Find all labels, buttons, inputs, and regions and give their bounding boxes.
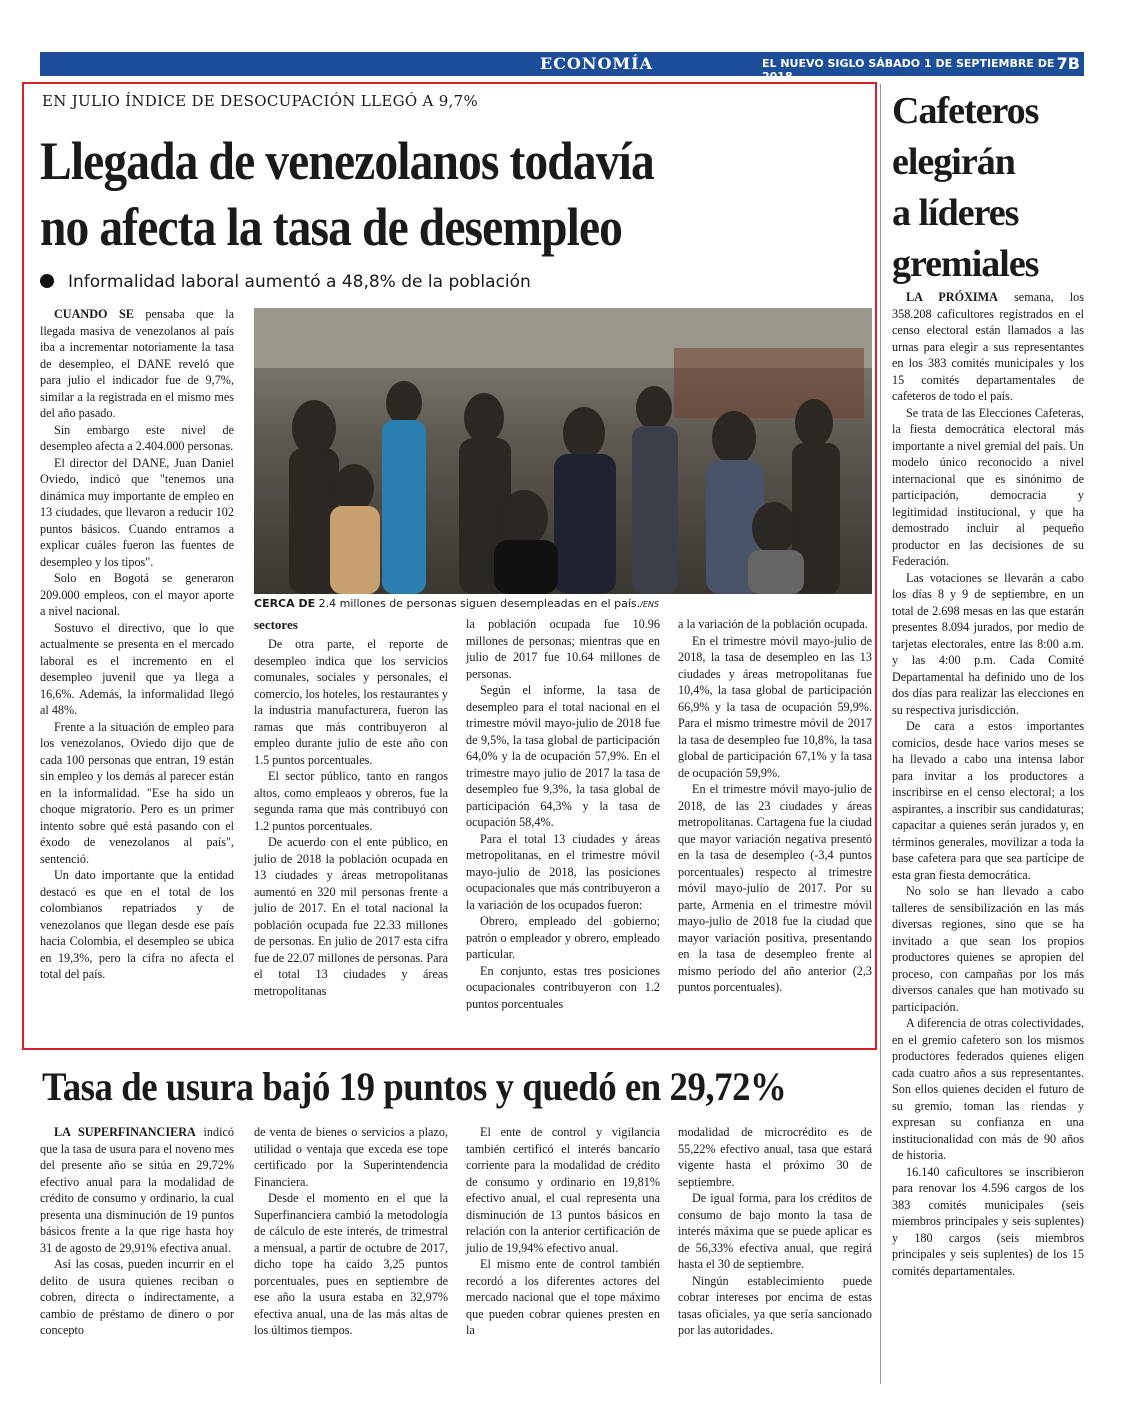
publication-date: EL NUEVO SIGLO SÁBADO 1 DE SEPTIEMBRE DE 2018 [762,57,1055,83]
paragraph-text: 16.140 caficultores se inscribieron para renovar los 4.596 cargos de los 383 comités municipales (seis miembros principales y seis suplentes) y 180 cargos (seis miembros principales y seis suplentes) de los 15 comités departamentales. [892,1164,1084,1278]
paragraph [40,570,234,620]
article-kicker: EN JULIO ÍNDICE DE DESOCUPACIÓN LLEGÓ A 9,7% [42,92,479,110]
paragraph-text: modalidad de microcrédito es de 55,22% efectivo anual, tasa que estará vigente hasta el próximo 30 de septiembre. [678,1125,872,1189]
paragraph [678,1273,872,1339]
paragraph [466,963,660,1013]
usura-column-1 [40,1124,234,1339]
paragraph-text: la población ocupada fue 10.96 millones de personas; mientras que en julio de 2017 fue 10.64 millones de personas. [466,617,660,681]
paragraph [254,1124,448,1190]
paragraph-text: Ningún establecimiento puede cobrar intereses por encima de estas tasas oficiales, ya que sería sancionado por las autoridades. [678,1273,872,1337]
paragraph-text: De acuerdo con el ente público, en julio de 2018 la población ocupada en 13 ciudades y áreas metropolitanas aumentó en 320 mil personas frente a julio de 2017. En el total nacional la población ocupada fue 22.33 millones de personas. En julio de 2017 esta cifra fue de 22.07 millones de personas. Para el total 13 ciudades y áreas metropolitanas [254,835,448,998]
photo-credit: /ENS [640,600,659,609]
paragraph [254,768,448,834]
crowd-illustration-icon [254,308,872,594]
paragraph-text: de venta de bienes o servicios a plazo, utilidad o ventaja que exceda ese tope certificado por la Superintendencia Financiera. [254,1125,448,1189]
usura-column-3 [466,1124,660,1339]
article-deck [40,272,531,292]
paragraph [40,1124,234,1256]
paragraph-text: Obrero, empleado del gobierno; patrón o empleador y obrero, empleado particular. [466,914,660,961]
paragraph [892,1015,1084,1164]
paragraph-lead: CUANDO SE [54,307,134,321]
paragraph [678,616,872,633]
paragraph-text: El mismo ente de control también recordó a los diferentes actores del mercado nacional que el tope máximo que pueden cobrar quienes presten en la [466,1257,660,1337]
paragraph-text: Sostuvo el directivo, que lo que actualmente se presenta en el mercado laboral es el incremento en el desempleo juvenil que ya llega a 16,6%. Además, la informalidad llegó al 48%. [40,620,234,717]
paragraph [254,1190,448,1339]
paragraph [40,1256,234,1339]
paragraph [892,289,1084,405]
crowd-photo [254,308,872,594]
paragraph-text: El sector público, tanto en rangos altos, como empleaos y obreros, fue la segunda rama que más contribuyó con 1.2 puntos porcentuales. [254,769,448,833]
paragraph-text: indicó que la tasa de usura para el noveno mes del presente año se sitúa en 29,72% efectivo anual para la modalidad de crédito de consumo y ordinario, la cual presenta una disminución de 19 puntos básicos frente a la que rige hasta hoy 31 de agosto de 29,91% efectiva anual. [40,1125,234,1255]
photo-caption [254,597,872,610]
paragraph-text: No solo se han llevado a cabo talleres de sensibilización en las más diversas regiones, sino que se ha invitado a que sean los propios productores quienes se apropien del proceso, con campañas por los más diversos canales que han motivado su participación. [892,884,1084,1014]
paragraph-text: En conjunto, estas tres posiciones ocupacionales contribuyeron con 1.2 puntos porcentuales [466,963,660,1011]
paragraph-lead: LA PRÓXIMA [906,290,998,304]
paragraph-text: Se trata de las Elecciones Cafeteras, la fiesta democrática electoral más importante a nivel gremial del país. Un modelo único reconocido a nivel internacional que es sinónimo de participación, democracia y legitimidad institucional, y que ha demostrado incluir al pequeño productor en las decisiones de su Federación. [892,405,1084,568]
paragraph-text: Según el informe, la tasa de desempleo para el total nacional en el trimestre móvil mayo-julio de 2018 fue de 9,5%, la tasa global de participación 64,0% y la de ocupación 57,9%. En el trimestre mayo julio de 2017 la tasa de desempleo fue 9,3%, la tasa global de participación 64,3% y la tasa de ocupación 58,4%. [466,683,660,829]
paragraph-text: pensaba que la llegada masiva de venezolanos al país iba a incrementar notoriamente la tasa de desempleo, el DANE reveló que para julio el indicador fue de 9,7%, similar a la registrada en el mismo mes del año pasado. [40,307,234,420]
paragraph [40,719,234,868]
paragraph-lead: LA SUPERFINANCIERA [54,1125,196,1139]
headline-line-2: no afecta la tasa de desempleo [40,197,623,257]
paragraph [254,636,448,768]
paragraph-text: Así las cosas, pueden incurrir en el delito de usura quienes reciban o cobren, directa o indirectamente, a cambio de préstamo de dinero o por concepto [40,1257,234,1337]
deck-text: Informalidad laboral aumentó a 48,8% de la población [68,272,531,292]
paragraph [254,834,448,999]
sidebar-headline [892,86,1092,290]
bullet-dot-icon [40,274,54,288]
paragraph [466,1256,660,1339]
paragraph [678,633,872,782]
paragraph-text: Las votaciones se llevarán a cabo los días 8 y 9 de septiembre, en un total de 2.698 mesas en las que estarán presentes 8.094 jurados, por medio de tarjetas electorales, entre las 8:00 a.m. y las 4:00 p.m. Cada Comité Departamental ha definido uno de los dos días para realizar las elecciones en su respectiva jurisdicción. [892,570,1084,717]
paragraph [40,422,234,455]
paragraph-text: Un dato importante que la entidad destacó es que en el total de los colombianos repatriados y de venezolanos que llegan desde ese país hacia Colombia, el desempleo se ubica en 19,3%, pero la cifra no afecta el total del país. [40,868,234,981]
paragraph-text: De otra parte, el reporte de desempleo indica que los servicios comunales, sociales y personales, el comercio, los hoteles, los restaurantes y la industria manufacturera, fueron las ramas que más contribuyeron al empleo durante julio de este año con 1.5 puntos porcentuales. [254,637,448,767]
article-column-3 [466,616,660,1012]
section-header-bar [40,52,1084,83]
paragraph-text: semana, los 358.208 caficultores registrados en el censo electoral están llamados a las urnas para elegir a sus representantes en los 383 comités municipales y los 15 comités departamentales de cafeteros de todo el país. [892,290,1084,403]
paragraph [892,405,1084,570]
paragraph-text: a la variación de la población ocupada. [678,617,868,631]
paragraph [40,455,234,571]
section-name: ECONOMÍA [540,54,654,73]
sidebar-headline-line: a líderes [892,192,1019,234]
paragraph-text: De cara a estos importantes comicios, desde hace varios meses se ha llevado a cabo una intensa labor para invitar a los productores a inscribirse en el censo electoral; a los aspirantes, a inscribir sus candidaturas; capacitar a quienes serán jurados y, en términos generales, movilizar a toda la base cafetera para que sea partícipe de esta gran fiesta democrática. [892,719,1084,882]
paragraph-text: De igual forma, para los créditos de consumo de bajo monto la tasa de interés máxima que se puede aplicar es de 56,33% efectiva anual, que regirá hasta el 30 de septiembre. [678,1191,872,1271]
paragraph [678,781,872,996]
paragraph [892,718,1084,883]
paragraph [466,682,660,831]
paragraph [678,1124,872,1190]
paragraph [892,1164,1084,1280]
usura-column-2 [254,1124,448,1339]
column-divider [880,84,881,1384]
paragraph-text: Sin embargo este nivel de desempleo afecta a 2.404.000 personas. [40,422,234,453]
paragraph-text: Solo en Bogotá se generaron 209.000 empleos, con el mayor aporte a nivel nacional. [40,571,234,618]
caption-lead: CERCA DE [254,597,316,610]
paragraph-text: El director del DANE, Juan Daniel Oviedo, indicó que "tenemos una dinámica muy importante de empleo en 13 ciudades, que llevaron a reducir 102 puntos básicos. Cuando entramos a explicar cuáles fueron las fuentes de desempleo y los tipos". [40,455,234,569]
page-number: 7B [1056,54,1080,73]
sidebar-headline-line: elegirán [892,141,1015,183]
paragraph [40,867,234,983]
usura-headline: Tasa de usura bajó 19 puntos y quedó en 29,72% [42,1064,787,1109]
paragraph [466,831,660,914]
paragraph [466,616,660,682]
paragraph [466,913,660,963]
paragraph [40,620,234,719]
paragraph-text: En el trimestre móvil mayo-julio de 2018, de las 23 ciudades y áreas metropolitanas. Cartagena fue la ciudad que mayor variación negativa presentó en la tasa de desempleo (-3,4 puntos porcentuales) respecto al trimestre móvil mayo-julio de 2017. Por su parte, Armenia en el trimestre móvil mayo-julio de 2018 fue la ciudad que mayor variación positiva, presentando en la tasa de desempleo frente al mismo período del año anterior (2,3 puntos porcentuales). [678,782,872,994]
paragraph-text: A diferencia de otras colectividades, en el gremio cafetero son los mismos productores federados quienes eligen cada cuatro años a sus representantes. Son ellos quienes deciden el futuro de su gremio, toman las riendas y expresan su confianza en una institucionalidad con más de 90 años de historia. [892,1016,1084,1162]
paragraph-text: Frente a la situación de empleo para los venezolanos, Oviedo dijo que de cada 100 personas que entran, 19 están sin empleo y los demás al parecer están en la informalidad. "Ese ha sido un choque migratorio. Pero es un primer intento sobre qué está pasando con el éxodo de venezolanos al país", sentenció. [40,719,234,866]
paragraph [678,1190,872,1273]
article-column-1 [40,306,234,983]
usura-column-4 [678,1124,872,1339]
paragraph [466,1124,660,1256]
article-column-2 [254,636,448,999]
sidebar-body [892,289,1084,1279]
paragraph [892,883,1084,1015]
section-subhead: sectores [254,617,298,632]
paragraph-text: Para el total 13 ciudades y áreas metropolitanas, en el trimestre móvil mayo-julio de 2018, las posiciones ocupacionales que más contribuyeron a la variación de los ocupados fueron: [466,831,660,912]
caption-text: 2.4 millones de personas siguen desempleadas en el país. [315,597,641,610]
sidebar-headline-line: gremiales [892,243,1039,285]
headline-line-1: Llegada de venezolanos todavía [40,131,654,191]
paragraph-text: En el trimestre móvil mayo-julio de 2018, la tasa de desempleo en las 13 ciudades y áreas metropolitanas fue 10,4%, la tasa global de participación 66,9% y la tasa de ocupación 59,9%. Para el mismo trimestre móvil de 2017 la tasa de desempleo fue 10,8%, la tasa global de participación 67,1% y la tasa de ocupación 59,9%. [678,633,872,780]
paragraph [892,570,1084,719]
paragraph-text: El ente de control y vigilancia también certificó el interés bancario corriente para la modalidad de crédito de consumo y ordinario en 19,81% efectivo anual, el cual representa una disminución de 13 puntos básicos en relación con la anterior certificación de julio de 19,94% efectivo anual. [466,1125,660,1255]
sidebar-headline-line: Cafeteros [892,90,1039,132]
paragraph-text: Desde el momento en el que la Superfinanciera cambió la metodología de cálculo de este interés, de trimestral a mensual, a partir de octubre de 2017, dicho tope ha caído 3,25 puntos porcentuales, pues en septiembre de ese año la usura estaba en 32,97% efectiva anual, una de las más altas de los últimos tiempos. [254,1191,448,1337]
paragraph [40,306,234,422]
article-column-4 [678,616,872,996]
